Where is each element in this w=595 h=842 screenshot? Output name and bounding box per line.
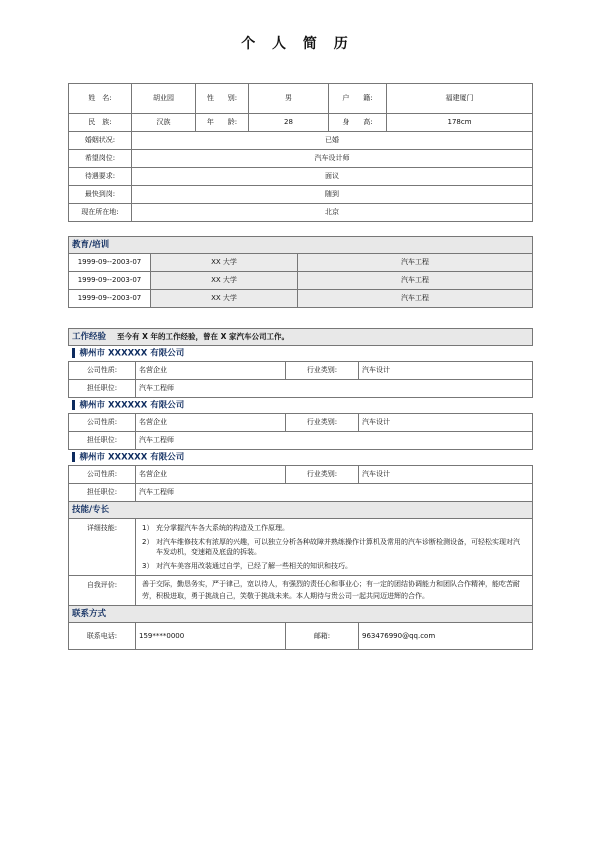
- company-role-label: 担任职位:: [69, 484, 136, 502]
- education-school: XX 大学: [151, 254, 298, 272]
- skill-num: 2）: [142, 538, 154, 546]
- education-period: 1999-09--2003-07: [69, 290, 151, 308]
- company-role-label: 担任职位:: [69, 380, 136, 398]
- education-table: [68, 236, 533, 308]
- education-major: 汽车工程: [298, 272, 533, 290]
- phone-label: 联系电话:: [69, 623, 136, 650]
- education-row: [69, 290, 533, 308]
- gender-value: 男: [249, 84, 329, 114]
- company-industry-value: 汽车设计: [359, 414, 533, 432]
- skill-num: 1）: [142, 524, 154, 532]
- skill-item: [142, 535, 526, 559]
- work-heading-row: [69, 329, 533, 346]
- height-label: 身 高:: [329, 114, 387, 132]
- email-value: 963476990@qq.com: [359, 623, 533, 650]
- company-nature-label: 公司性质:: [69, 414, 136, 432]
- company-name-row: [69, 346, 533, 362]
- hukou-value: 福建厦门: [387, 84, 533, 114]
- skill-num: 3）: [142, 562, 154, 570]
- location-label: 现在所在地:: [69, 204, 132, 222]
- hukou-label: 户 籍:: [329, 84, 387, 114]
- arrival-label: 最快到岗:: [69, 186, 132, 204]
- skill-text: 对汽车维修技术有浓厚的兴趣，可以独立分析各种故障并熟练操作计算机及常用的汽车诊断检测设备，可轻松实现对汽车发动机，变速箱及底盘的拆装。: [156, 538, 520, 556]
- company-role-value: 汽车工程师: [136, 484, 533, 502]
- company-role-value: 汽车工程师: [136, 380, 533, 398]
- company-role-value: 汽车工程师: [136, 432, 533, 450]
- education-major: 汽车工程: [298, 290, 533, 308]
- company-name: 柳州市 XXXXXX 有限公司: [79, 348, 185, 359]
- company-industry-label: 行业类别:: [286, 362, 359, 380]
- company-name-row: [69, 398, 533, 414]
- skills-detail-label: 详细技能:: [69, 519, 136, 576]
- company-nature-value: 名营企业: [136, 466, 286, 484]
- company-industry-value: 汽车设计: [359, 466, 533, 484]
- company-name: 柳州市 XXXXXX 有限公司: [79, 452, 185, 463]
- name-value: 胡业园: [132, 84, 196, 114]
- work-summary: 至今有 X 年的工作经验，曾在 X 家汽车公司工作。: [116, 332, 289, 341]
- salary-value: 面议: [132, 168, 533, 186]
- company-name-row: [69, 450, 533, 466]
- section-marker-icon: [72, 400, 75, 410]
- email-label: 邮箱:: [286, 623, 359, 650]
- location-value: 北京: [132, 204, 533, 222]
- education-major: 汽车工程: [298, 254, 533, 272]
- company-nature-label: 公司性质:: [69, 466, 136, 484]
- contact-heading: 联系方式: [69, 606, 533, 623]
- skills-detail-list: [136, 519, 533, 576]
- company-role-label: 担任职位:: [69, 432, 136, 450]
- education-heading: 教育/培训: [69, 237, 533, 254]
- education-row: [69, 272, 533, 290]
- marital-value: 已婚: [132, 132, 533, 150]
- self-evaluation-label: 自我评价:: [69, 576, 136, 606]
- work-skills-table: [68, 328, 533, 650]
- salary-label: 待遇要求:: [69, 168, 132, 186]
- gender-label: 性 别:: [196, 84, 249, 114]
- name-label: 姓 名:: [69, 84, 132, 114]
- arrival-value: 随到: [132, 186, 533, 204]
- company-name: 柳州市 XXXXXX 有限公司: [79, 400, 185, 411]
- company-industry-value: 汽车设计: [359, 362, 533, 380]
- education-school: XX 大学: [151, 272, 298, 290]
- work-heading: 工作经验: [72, 332, 107, 342]
- skill-item: [142, 521, 526, 535]
- company-nature-value: 名营企业: [136, 362, 286, 380]
- skill-text: 对汽车美容用改装通过自学，已经了解一些相关的知识和技巧。: [156, 562, 352, 570]
- marital-label: 婚姻状况:: [69, 132, 132, 150]
- company-nature-label: 公司性质:: [69, 362, 136, 380]
- page-title: 个 人 简 历: [241, 36, 354, 52]
- ethnicity-label: 民 族:: [69, 114, 132, 132]
- position-label: 希望岗位:: [69, 150, 132, 168]
- skill-item: [142, 559, 526, 573]
- education-row: [69, 254, 533, 272]
- phone-value: 159****0000: [136, 623, 286, 650]
- age-label: 年 龄:: [196, 114, 249, 132]
- company-nature-value: 名营企业: [136, 414, 286, 432]
- height-value: 178cm: [387, 114, 533, 132]
- age-value: 28: [249, 114, 329, 132]
- self-evaluation-text: 善于交际，勤恳务实，严于律己，宽以待人，有强烈的责任心和事业心；有一定的团结协调能力和团队合作精神，能吃苦耐劳，积极进取，勇于挑战自己，笑敬于挑战未来。本人期待与贵公司一起共同迈进辉的合作。: [136, 576, 533, 606]
- position-value: 汽车设计师: [132, 150, 533, 168]
- education-period: 1999-09--2003-07: [69, 272, 151, 290]
- basic-info-table: [68, 83, 533, 222]
- section-marker-icon: [72, 452, 75, 462]
- section-marker-icon: [72, 348, 75, 358]
- company-industry-label: 行业类别:: [286, 414, 359, 432]
- company-industry-label: 行业类别:: [286, 466, 359, 484]
- ethnicity-value: 汉族: [132, 114, 196, 132]
- skills-heading: 技能/专长: [69, 502, 533, 519]
- skill-text: 充分掌握汽车各大系统的构造及工作原理。: [156, 524, 289, 532]
- education-school: XX 大学: [151, 290, 298, 308]
- education-period: 1999-09--2003-07: [69, 254, 151, 272]
